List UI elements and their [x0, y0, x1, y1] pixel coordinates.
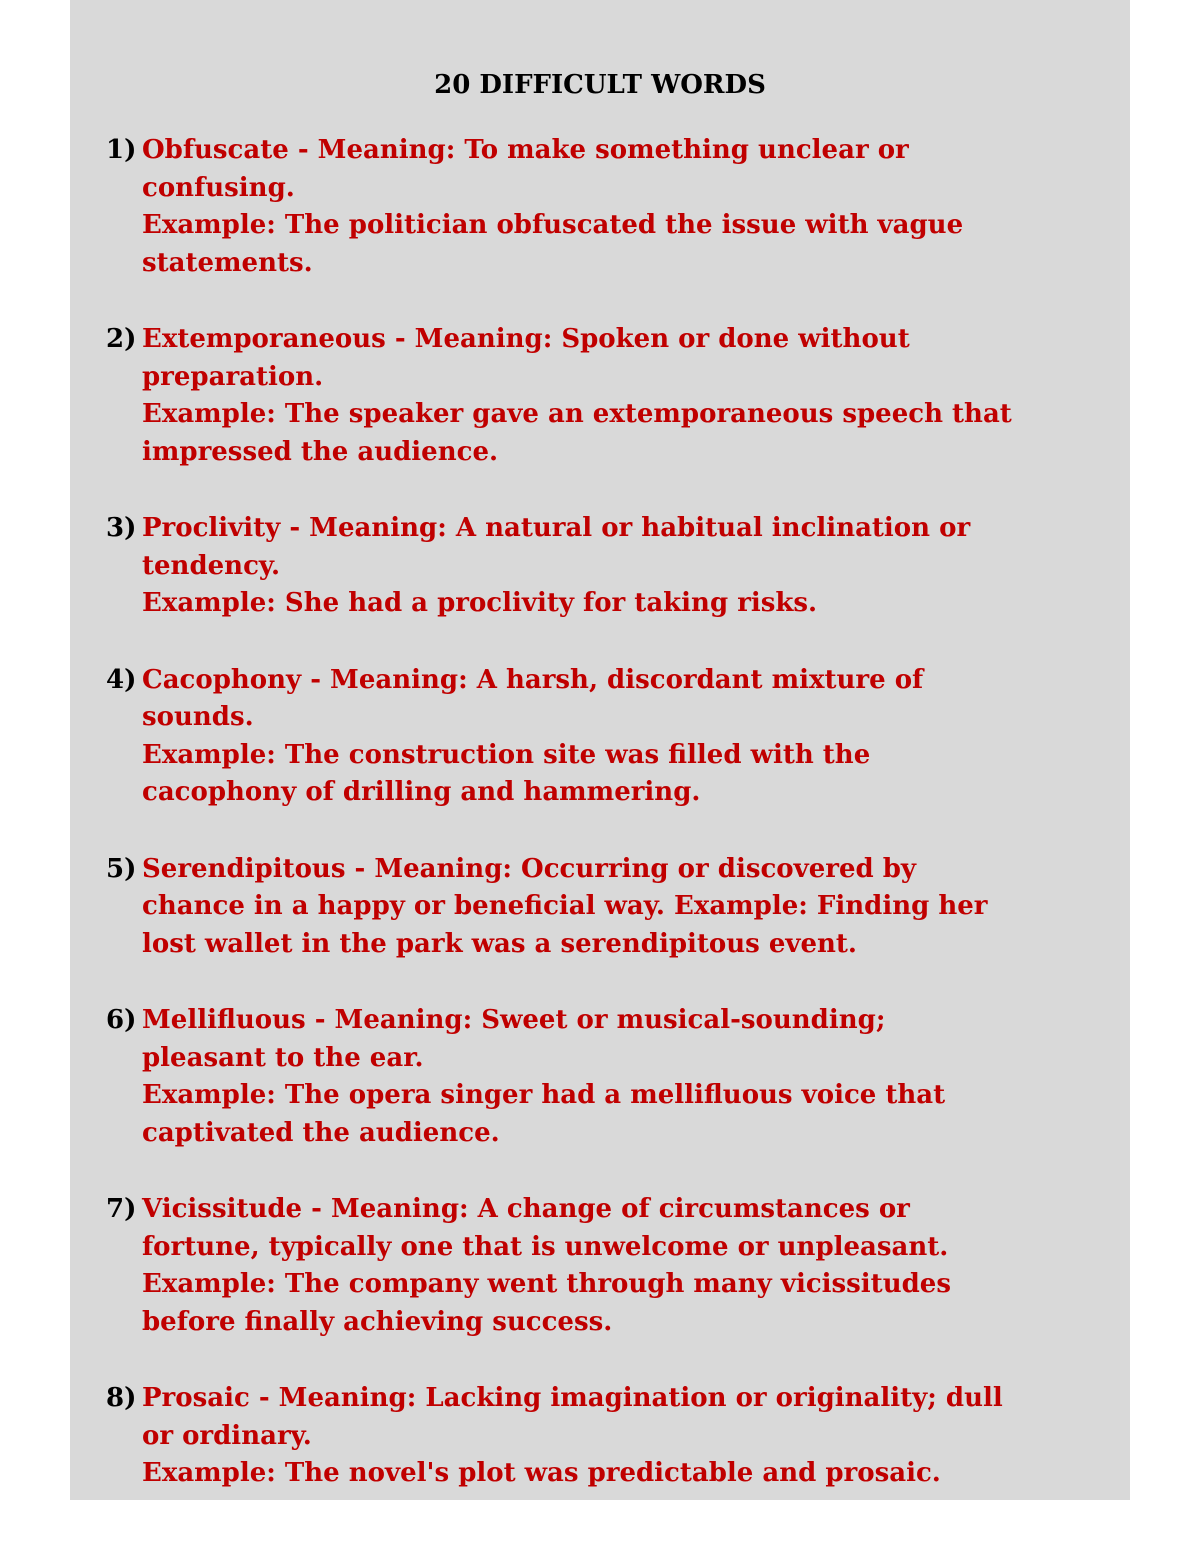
- entry-text-line: Example: She had a proclivity for taking risks.: [142, 588, 818, 618]
- word-entry: [70, 132, 1130, 282]
- entry-text-line: Example: The opera singer had a mellifluous voice that: [142, 1080, 946, 1110]
- entry-text-line: tendency.: [142, 550, 281, 581]
- word-entry: [70, 321, 1130, 471]
- entry-text-line: or ordinary.: [142, 1420, 312, 1451]
- entry-text-line: Obfuscate - Meaning: To make something unclear or: [142, 135, 909, 165]
- entry-text-line: captivated the audience.: [142, 1117, 500, 1148]
- entry-text-line: Example: The novel's plot was predictable and prosaic.: [142, 1458, 941, 1488]
- entry-text-line: Example: The politician obfuscated the issue with vague: [142, 210, 964, 240]
- entry-text-line: Extemporaneous - Meaning: Spoken or done without: [142, 324, 910, 354]
- entry-text-line: cacophony of drilling and hammering.: [142, 777, 701, 807]
- entry-text-line: Prosaic - Meaning: Lacking imagination or originality; dull: [142, 1383, 1003, 1413]
- word-list: [70, 132, 1130, 1500]
- word-entry: [70, 1380, 1130, 1493]
- entry-number: 6): [106, 1005, 137, 1035]
- entry-text-line: Example: The speaker gave an extemporaneous speech that: [142, 399, 1012, 429]
- entry-text-line: Proclivity - Meaning: A natural or habitual inclination or: [142, 513, 971, 543]
- document-page: [70, 0, 1130, 1500]
- entry-text-line: impressed the audience.: [142, 436, 499, 467]
- word-entry: [70, 662, 1130, 812]
- word-entry: [70, 1191, 1130, 1341]
- entry-text-line: Mellifluous - Meaning: Sweet or musical-sounding;: [142, 1005, 886, 1035]
- entry-text-line: fortune, typically one that is unwelcome or unpleasant.: [142, 1231, 949, 1262]
- entry-text-line: lost wallet in the park was a serendipitous event.: [142, 928, 857, 959]
- entry-text-line: statements.: [142, 247, 313, 278]
- word-entry: [70, 1002, 1130, 1152]
- word-entry: [70, 851, 1130, 964]
- word-entry: [70, 510, 1130, 623]
- entry-text-line: preparation.: [142, 361, 324, 392]
- entry-text-line: sounds.: [142, 702, 254, 732]
- entry-text-line: Serendipitous - Meaning: Occurring or discovered by: [142, 853, 917, 884]
- entry-text-line: confusing.: [142, 172, 295, 203]
- entry-number: 1): [106, 135, 137, 165]
- page-title: 20 DIFFICULT WORDS: [434, 70, 766, 100]
- entry-text-line: chance in a happy or beneficial way. Example: Finding her: [142, 891, 988, 921]
- entry-number: 8): [106, 1383, 137, 1413]
- entry-number: 4): [106, 664, 137, 695]
- entry-number: 2): [106, 324, 137, 354]
- entry-text-line: pleasant to the ear.: [142, 1042, 424, 1073]
- entry-number: 7): [106, 1194, 137, 1224]
- entry-number: 5): [106, 853, 137, 884]
- entry-text-line: Vicissitude - Meaning: A change of circumstances or: [142, 1194, 910, 1224]
- entry-number: 3): [106, 513, 137, 543]
- entry-text-line: Example: The company went through many vicissitudes: [142, 1269, 951, 1299]
- entry-text-line: Example: The construction site was filled with the: [142, 739, 871, 770]
- entry-text-line: Cacophony - Meaning: A harsh, discordant mixture of: [142, 664, 924, 695]
- entry-text-line: before finally achieving success.: [142, 1306, 613, 1337]
